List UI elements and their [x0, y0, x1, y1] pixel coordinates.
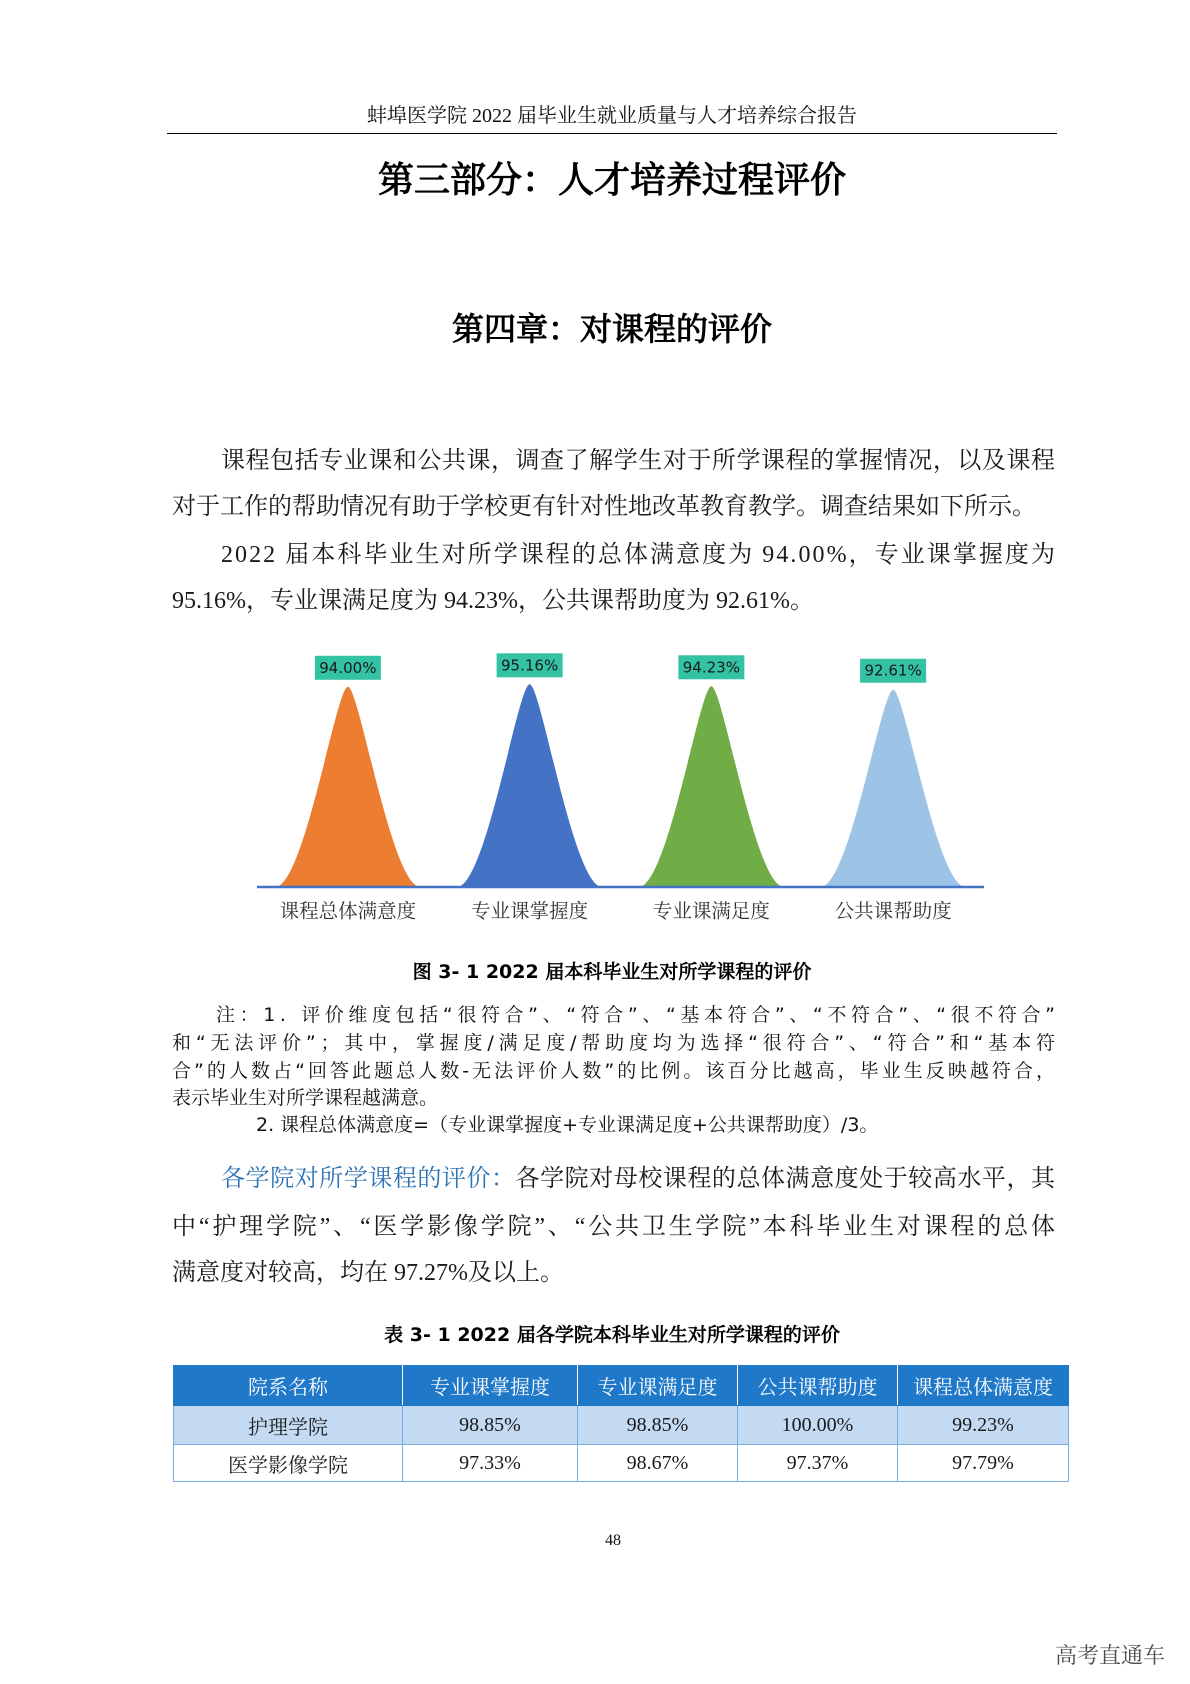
table-row [174, 1406, 1069, 1445]
table-cell: 97.33% [403, 1445, 578, 1482]
table-cell-college: 医学影像学院 [174, 1445, 403, 1482]
category-label: 专业课满足度 [652, 901, 770, 923]
page-number: 48 [605, 1532, 621, 1549]
data-label: 94.00% [319, 658, 377, 677]
paragraph-line: 课程包括专业课和公共课，调查了解学生对于所学课程的掌握情况，以及课程 [221, 448, 1056, 474]
table-header-row [174, 1366, 1069, 1406]
table-cell: 100.00% [738, 1406, 898, 1445]
part-title: 第三部分：人才培养过程评价 [377, 160, 846, 201]
chart-peak [457, 684, 602, 887]
table-cell: 97.37% [738, 1445, 898, 1482]
running-header: 蚌埠医学院 2022 届毕业生就业质量与人才培养综合报告 [367, 105, 857, 127]
chapter-title: 第四章：对课程的评价 [451, 310, 772, 348]
category-label: 课程总体满意度 [279, 901, 417, 923]
table-cell: 99.23% [898, 1406, 1069, 1445]
paragraph-text: 各学院对母校课程的总体满意度处于较高水平，其 [515, 1166, 1056, 1192]
data-label: 92.61% [864, 661, 922, 680]
column-header: 院系名称 [174, 1366, 403, 1406]
college-course-evaluation-table [173, 1365, 1069, 1482]
paragraph-line: 对于工作的帮助情况有助于学校更有针对性地改革教育教学。调查结果如下所示。 [172, 494, 1036, 520]
note-line: 注：1. 评价维度包括“很符合”、“符合”、“基本符合”、“不符合”、“很不符合” [216, 1004, 1060, 1026]
chart-peak [639, 686, 784, 887]
section-lead: 各学院对所学课程的评价： [221, 1166, 516, 1192]
note-line: 表示毕业生对所学课程越满意。 [172, 1087, 439, 1109]
column-header: 公共课帮助度 [738, 1366, 898, 1406]
table-caption: 表 3- 1 2022 届各学院本科毕业生对所学课程的评价 [384, 1324, 840, 1346]
category-label: 公共课帮助度 [834, 901, 952, 923]
note-line: 合”的人数占“回答此题总人数-无法评价人数”的比例。该百分比越高，毕业生反映越符合， [172, 1060, 1059, 1082]
table-cell: 98.85% [578, 1406, 738, 1445]
paragraph-line [221, 1164, 1055, 1194]
note-line: 2. 课程总体满意度=（专业课掌握度+专业课满足度+公共课帮助度）/3。 [256, 1114, 879, 1136]
chart-peak [275, 687, 420, 887]
course-evaluation-chart [240, 640, 1000, 940]
header-rule [167, 133, 1057, 134]
table-row [174, 1445, 1069, 1482]
data-label: 95.16% [501, 656, 559, 675]
paragraph-line: 2022 届本科毕业生对所学课程的总体满意度为 94.00%，专业课掌握度为 [221, 542, 1058, 568]
table-cell: 98.67% [578, 1445, 738, 1482]
table-cell: 98.85% [403, 1406, 578, 1445]
paragraph-line: 95.16%，专业课满足度为 94.23%，公共课帮助度为 92.61%。 [172, 588, 814, 614]
table-cell-college: 护理学院 [174, 1406, 403, 1445]
column-header: 专业课掌握度 [403, 1366, 578, 1406]
figure-caption: 图 3- 1 2022 届本科毕业生对所学课程的评价 [412, 961, 812, 983]
chart-peak [820, 690, 965, 887]
column-header: 专业课满足度 [578, 1366, 738, 1406]
category-label: 专业课掌握度 [471, 901, 589, 923]
table-cell: 97.79% [898, 1445, 1069, 1482]
watermark: 高考直通车 [1054, 1644, 1165, 1669]
data-label: 94.23% [682, 658, 740, 677]
note-line: 和“无法评价”；其中，掌握度/满足度/帮助度均为选择“很符合”、“符合”和“基本符 [172, 1032, 1060, 1054]
column-header: 课程总体满意度 [898, 1366, 1069, 1406]
paragraph-line: 满意度对较高，均在 97.27%及以上。 [172, 1260, 564, 1286]
paragraph-line: 中“护理学院”、“医学影像学院”、“公共卫生学院”本科毕业生对课程的总体 [172, 1214, 1058, 1240]
